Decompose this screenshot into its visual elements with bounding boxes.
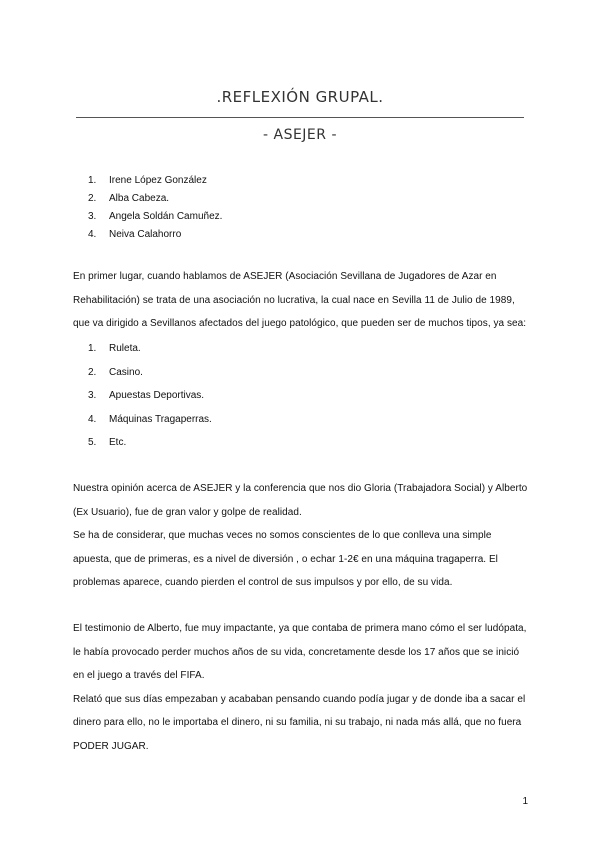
- page-title: .REFLEXIÓN GRUPAL.: [216, 88, 384, 107]
- opinion-paragraph: Nuestra opinión acerca de ASEJER y la conferencia que nos dio Gloria (Trabajadora Social) y Alberto (Ex Usuario), fue de gran valor y golpe de realidad. Se ha de considerar, que muchas veces no somos conscientes de lo que conlleva una simple apuesta, que de primeras, es a nivel de diversión , o echar 1-2€ en una máquina tragaperra. El problemas aparece, cuando pierden el control de sus impulsos y por ello, de su vida.: [73, 483, 528, 588]
- title-divider: [76, 117, 524, 118]
- list-item: 3. Angela Soldán Camuñez.: [88, 211, 223, 222]
- list-item: 1. Ruleta.: [88, 343, 141, 354]
- list-item: 2. Casino.: [88, 366, 143, 378]
- group-members-list: [88, 174, 222, 246]
- list-item: 1. Irene López González: [88, 175, 207, 186]
- list-item: 5. Etc.: [88, 437, 127, 448]
- page-number: 1: [522, 796, 528, 807]
- page-subtitle: - ASEJER -: [262, 127, 337, 143]
- list-item: 2. Alba Cabeza.: [88, 193, 170, 204]
- list-item: 4. Máquinas Tragaperras.: [88, 413, 212, 425]
- intro-paragraph: En primer lugar, cuando hablamos de ASEJER (Asociación Sevillana de Jugadores de Azar en Rehabilitación) se trata de una asociación no lucrativa, la cual nace en Sevilla 11 de Julio de 1989, que va dirigido a Sevillanos afectados del juego patológico, que pueden ser de muchos tipos, ya sea:: [73, 271, 527, 329]
- list-item: 4. Neiva Calahorro: [88, 229, 182, 240]
- gambling-types-list: [88, 342, 212, 460]
- testimony-paragraph: El testimonio de Alberto, fue muy impactante, ya que contaba de primera mano cómo el ser ludópata, le había provocado perder muchos años de su vida, concretamente desde los 17 años que se inició en el juego a través del FIFA. Relató que sus días empezaban y acababan pensando cuando podía jugar y de donde iba a sacar el dinero para ello, no le importaba el dinero, ni su familia, ni su trabajo, ni nada más allá, que no fuera PODER JUGAR.: [73, 623, 527, 752]
- list-item: 3. Apuestas Deportivas.: [88, 390, 205, 401]
